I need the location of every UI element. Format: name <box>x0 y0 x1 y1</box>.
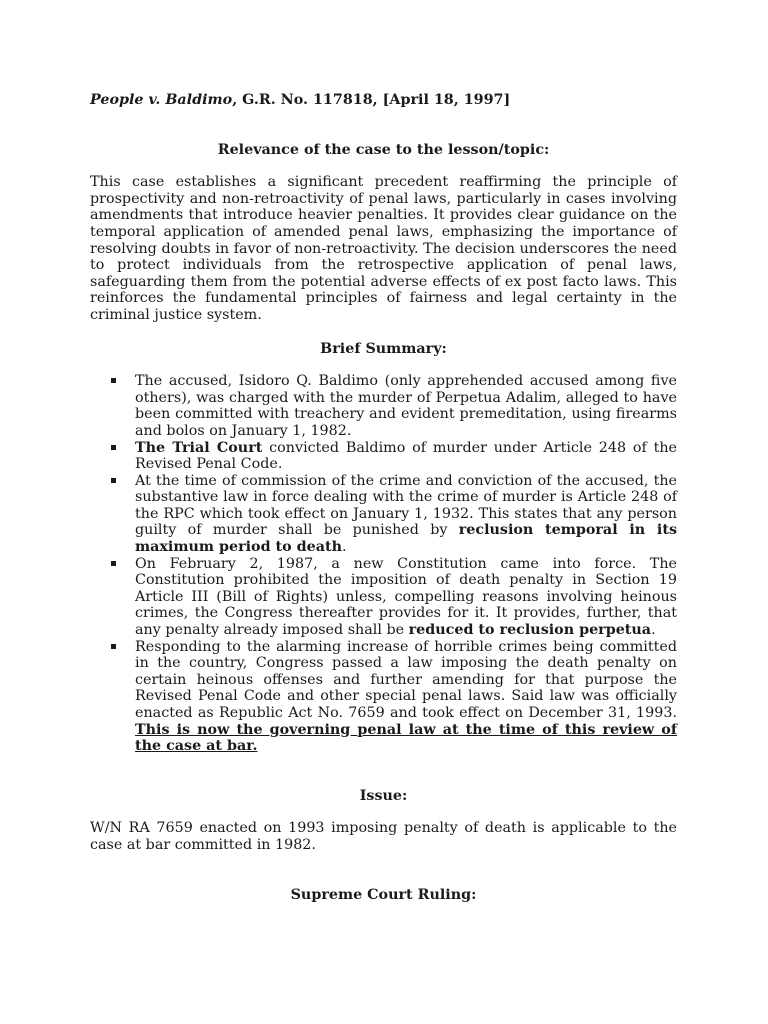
summary-item-text: Responding to the alarming increase of horrible crimes being committed in the country, Congress passed a law imposing the death penalty on certain heinous offenses and further amending for that purpose the Revised Penal Code and other special penal laws. Said law was officially enacted as Republic Act No. 7659 and took effect on December 31, 1993. <box>135 638 677 721</box>
summary-item <box>90 440 677 473</box>
case-citation-details: , G.R. No. 117818, [April 18, 1997] <box>232 92 511 108</box>
document-page <box>90 92 677 903</box>
summary-item-bold-phrase: reclusion temporal in its maximum period to death <box>135 522 678 556</box>
summary-item <box>90 373 677 439</box>
summary-item-text: convicted Baldimo of murder under Article 248 of the Revised Penal Code. <box>135 439 677 473</box>
summary-item <box>90 473 677 556</box>
summary-item-tail: . <box>342 539 347 556</box>
summary-list <box>90 373 677 755</box>
square-bullet-icon <box>111 644 116 649</box>
square-bullet-icon <box>111 445 116 450</box>
square-bullet-icon <box>111 478 116 483</box>
relevance-heading: Relevance of the case to the lesson/topic: <box>217 141 550 158</box>
summary-item-bold-phrase: reduced to reclusion perpetua <box>408 622 652 639</box>
summary-item-bold-underlined-phrase: This is now the governing penal law at the time of this review of the case at bar. <box>135 721 677 755</box>
square-bullet-icon <box>111 561 116 566</box>
summary-item-bold-lead: The Trial Court <box>135 439 263 456</box>
summary-item-tail: . <box>651 622 656 639</box>
summary-item <box>90 556 677 639</box>
summary-item-text: On February 2, 1987, a new Constitution came into force. The Constitution prohibited the imposition of death penalty in Section 19 Article III (Bill of Rights) unless, compelling reasons involving heinous crimes, the Congress thereafter provides for it. It provides, further, that any penalty already imposed shall be <box>135 555 677 639</box>
square-bullet-icon <box>111 378 116 383</box>
summary-item-text: At the time of commission of the crime and conviction of the accused, the substantive law in force dealing with the crime of murder is Article 248 of the RPC which took effect on January 1, 1932. This states that any person guilty of murder shall be punished by <box>135 472 677 539</box>
summary-item <box>90 639 677 755</box>
case-citation <box>90 92 677 109</box>
case-name: People v. Baldimo <box>90 92 233 108</box>
ruling-heading: Supreme Court Ruling: <box>290 886 477 903</box>
issue-paragraph: W/N RA 7659 enacted on 1993 imposing penalty of death is applicable to the case at bar committed in 1982. <box>90 820 677 853</box>
summary-heading: Brief Summary: <box>320 340 447 357</box>
summary-item-text: The accused, Isidoro Q. Baldimo (only apprehended accused among five others), was charged with the murder of Perpetua Adalim, alleged to have been committed with treachery and evident premeditation, using firearms and bolos on January 1, 1982. <box>135 373 677 439</box>
issue-heading: Issue: <box>359 787 408 804</box>
relevance-paragraph: This case establishes a significant precedent reaffirming the principle of prospectivity and non-retroactivity of penal laws, particularly in cases involving amendments that introduce heavier penalties. It provides clear guidance on the temporal application of amended penal laws, emphasizing the importance of resolving doubts in favor of non-retroactivity. The decision underscores the need to protect individuals from the retrospective application of penal laws, safeguarding them from the potential adverse effects of ex post facto laws. This reinforces the fundamental principles of fairness and legal certainty in the criminal justice system. <box>90 174 677 323</box>
